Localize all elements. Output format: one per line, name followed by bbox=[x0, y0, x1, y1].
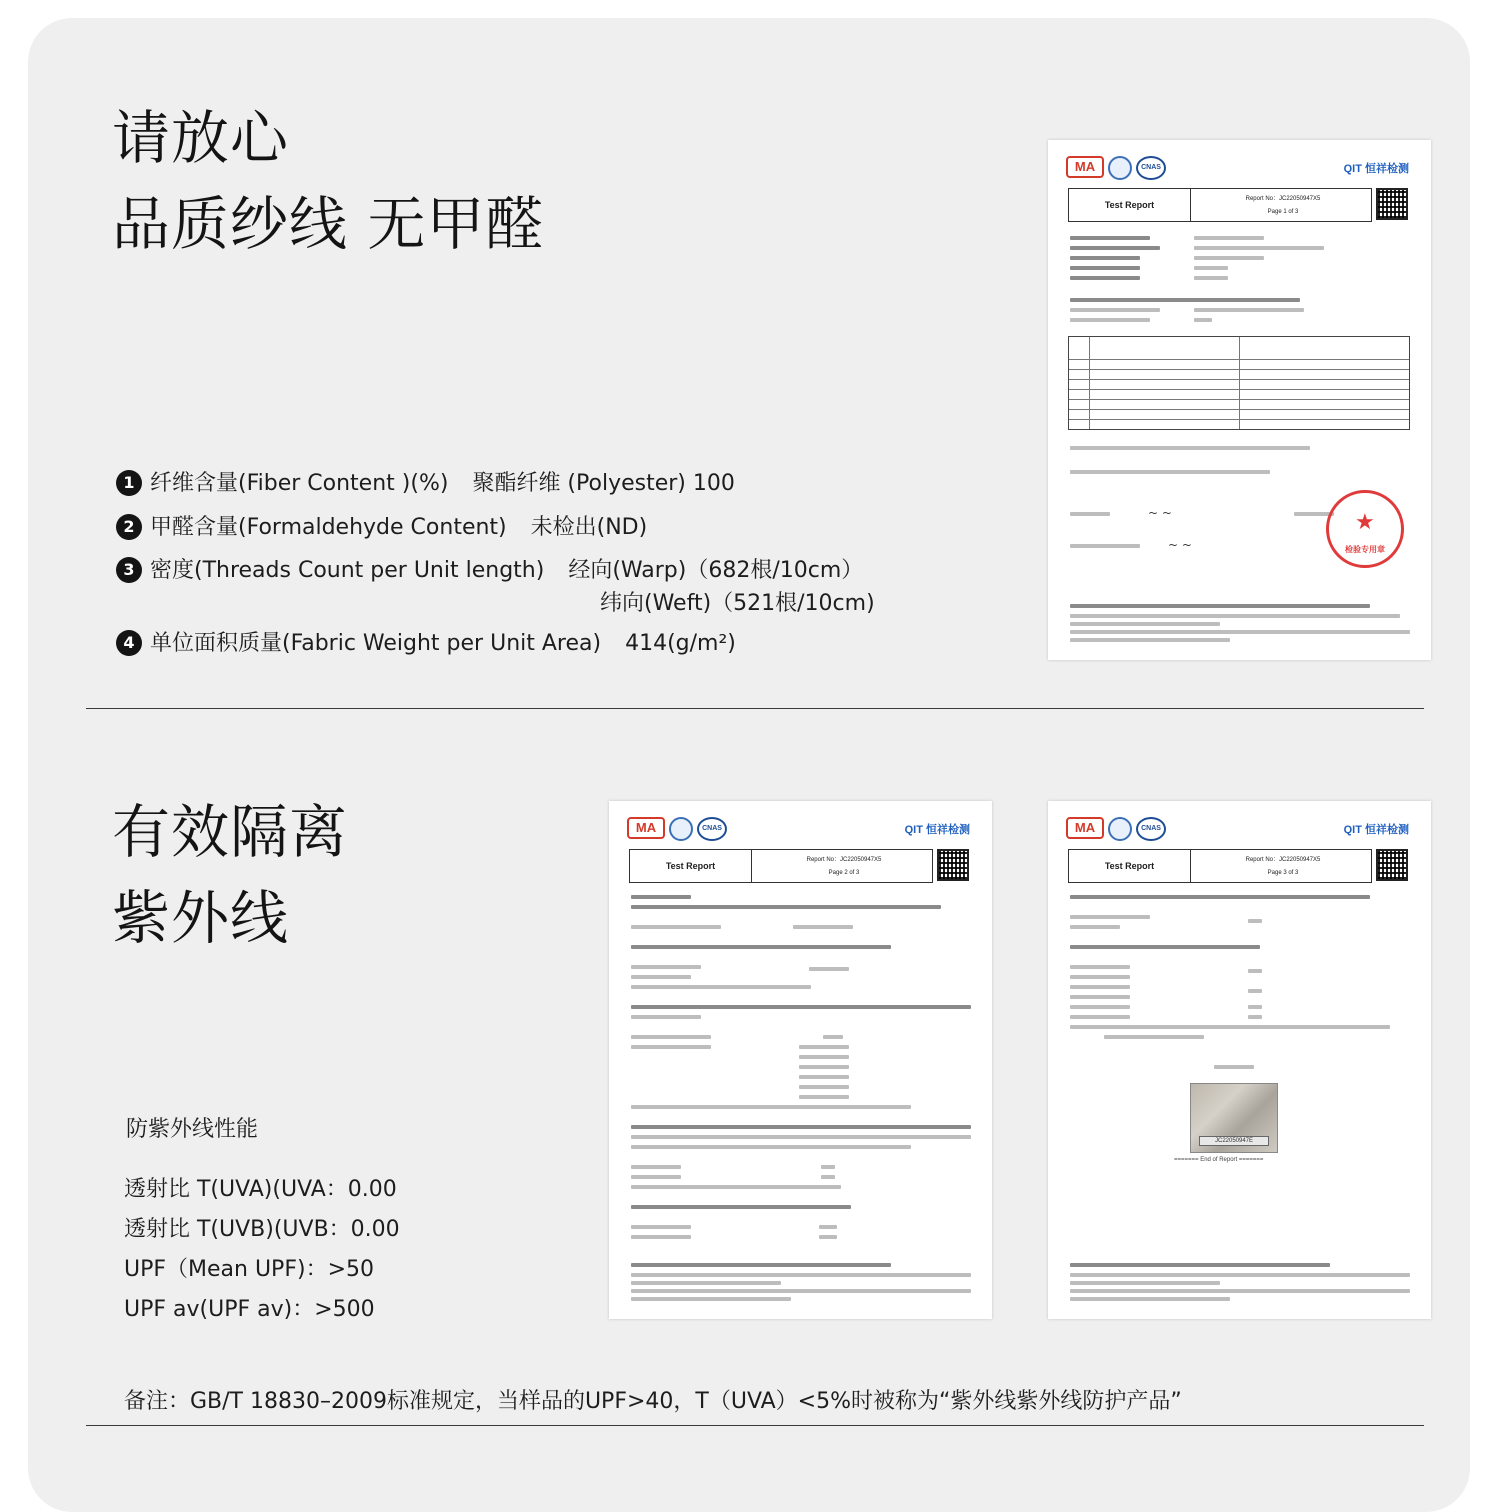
report-page: Page 3 of 3 bbox=[1267, 870, 1299, 876]
qr-code-icon bbox=[1376, 188, 1408, 220]
test-report-page-2 bbox=[609, 801, 992, 1319]
spec-value: 经向(Warp)（682根/10cm） bbox=[568, 558, 864, 583]
uv-headline-line-1: 有效隔离 bbox=[112, 798, 349, 866]
report-number: Report No：JC22050947X5 bbox=[806, 857, 882, 863]
spec-value: 聚酯纤维 (Polyester) 100 bbox=[472, 471, 735, 496]
spec-fabric-weight bbox=[116, 626, 736, 657]
report-page: Page 2 of 3 bbox=[828, 870, 860, 876]
spec-threads-count bbox=[116, 553, 863, 584]
qr-code-icon bbox=[1376, 849, 1408, 881]
star-icon: ★ bbox=[1355, 509, 1375, 534]
spec-formaldehyde bbox=[116, 510, 647, 541]
qr-code-icon bbox=[937, 849, 969, 881]
number-badge: 3 bbox=[116, 557, 142, 583]
report-number: Report No：JC22050947X5 bbox=[1245, 857, 1321, 863]
report-title: Test Report bbox=[630, 850, 752, 882]
test-items-table bbox=[1068, 336, 1410, 430]
uv-performance-title: 防紫外线性能 bbox=[126, 1117, 259, 1142]
headline-line-1: 请放心 bbox=[112, 104, 290, 172]
test-report-page-3 bbox=[1048, 801, 1431, 1319]
report-title: Test Report bbox=[1069, 189, 1191, 221]
certification-logos bbox=[1066, 156, 1206, 184]
spec-label: 纤维含量(Fiber Content )(%) bbox=[150, 471, 449, 496]
report-number: Report No：JC22050947X5 bbox=[1245, 196, 1321, 202]
fabric-sample-photo bbox=[1190, 1083, 1278, 1153]
cnas-logo-icon: CNAS bbox=[697, 817, 727, 841]
uv-line-upf-av: UPF av(UPF av)：>500 bbox=[124, 1297, 375, 1322]
section-divider bbox=[86, 708, 1424, 709]
end-of-report: ======= End of Report ======= bbox=[1174, 1157, 1264, 1163]
authorizer-signature: ~ ~ bbox=[1168, 538, 1192, 552]
ilac-logo-icon bbox=[1108, 156, 1132, 180]
headline-line-2: 品质纱线 无甲醛 bbox=[112, 190, 545, 258]
ma-logo-icon: MA bbox=[1066, 156, 1104, 178]
standard-note: 备注：GB/T 18830–2009标准规定，当样品的UPF>40，T（UVA）<5%时被称为“紫外线紫外线防护产品” bbox=[124, 1389, 1182, 1414]
ilac-logo-icon bbox=[1108, 817, 1132, 841]
qit-brand-logo: QIT 恒祥检测 bbox=[904, 824, 970, 836]
number-badge: 1 bbox=[116, 470, 142, 496]
ma-logo-icon: MA bbox=[1066, 817, 1104, 839]
tester-signature: ~ ~ bbox=[1148, 506, 1172, 520]
spec-fiber-content bbox=[116, 466, 735, 497]
uv-headline-line-2: 紫外线 bbox=[112, 884, 290, 952]
ilac-logo-icon bbox=[669, 817, 693, 841]
report-title: Test Report bbox=[1069, 850, 1191, 882]
spec-threads-count-weft: 纬向(Weft)（521根/10cm) bbox=[600, 591, 875, 616]
certification-logos bbox=[627, 817, 767, 845]
inspection-stamp bbox=[1326, 490, 1404, 568]
spec-value: 未检出(ND) bbox=[530, 515, 648, 540]
report-header-table bbox=[629, 849, 933, 883]
number-badge: 4 bbox=[116, 630, 142, 656]
qit-brand-logo: QIT 恒祥检测 bbox=[1343, 163, 1409, 175]
spec-value: 414(g/m²) bbox=[625, 631, 736, 656]
spec-label: 单位面积质量(Fabric Weight per Unit Area) bbox=[150, 631, 602, 656]
cnas-logo-icon: CNAS bbox=[1136, 817, 1166, 841]
report-header-table bbox=[1068, 188, 1372, 222]
cnas-logo-icon: CNAS bbox=[1136, 156, 1166, 180]
bottom-divider bbox=[86, 1425, 1424, 1426]
report-page: Page 1 of 3 bbox=[1267, 209, 1299, 215]
sample-tag: JC22050947E bbox=[1199, 1136, 1269, 1146]
ma-logo-icon: MA bbox=[627, 817, 665, 839]
uv-line-uvb: 透射比 T(UVB)(UVB：0.00 bbox=[124, 1217, 400, 1242]
qit-brand-logo: QIT 恒祥检测 bbox=[1343, 824, 1409, 836]
stamp-text: 检验专用章 bbox=[1345, 545, 1385, 554]
number-badge: 2 bbox=[116, 514, 142, 540]
spec-label: 甲醛含量(Formaldehyde Content) bbox=[150, 515, 507, 540]
uv-line-uva: 透射比 T(UVA)(UVA：0.00 bbox=[124, 1177, 397, 1202]
uv-line-upf-mean: UPF（Mean UPF)：>50 bbox=[124, 1257, 374, 1282]
spec-label: 密度(Threads Count per Unit length) bbox=[150, 558, 545, 583]
report-header-table bbox=[1068, 849, 1372, 883]
certification-logos bbox=[1066, 817, 1206, 845]
test-report-page-1 bbox=[1048, 140, 1431, 660]
